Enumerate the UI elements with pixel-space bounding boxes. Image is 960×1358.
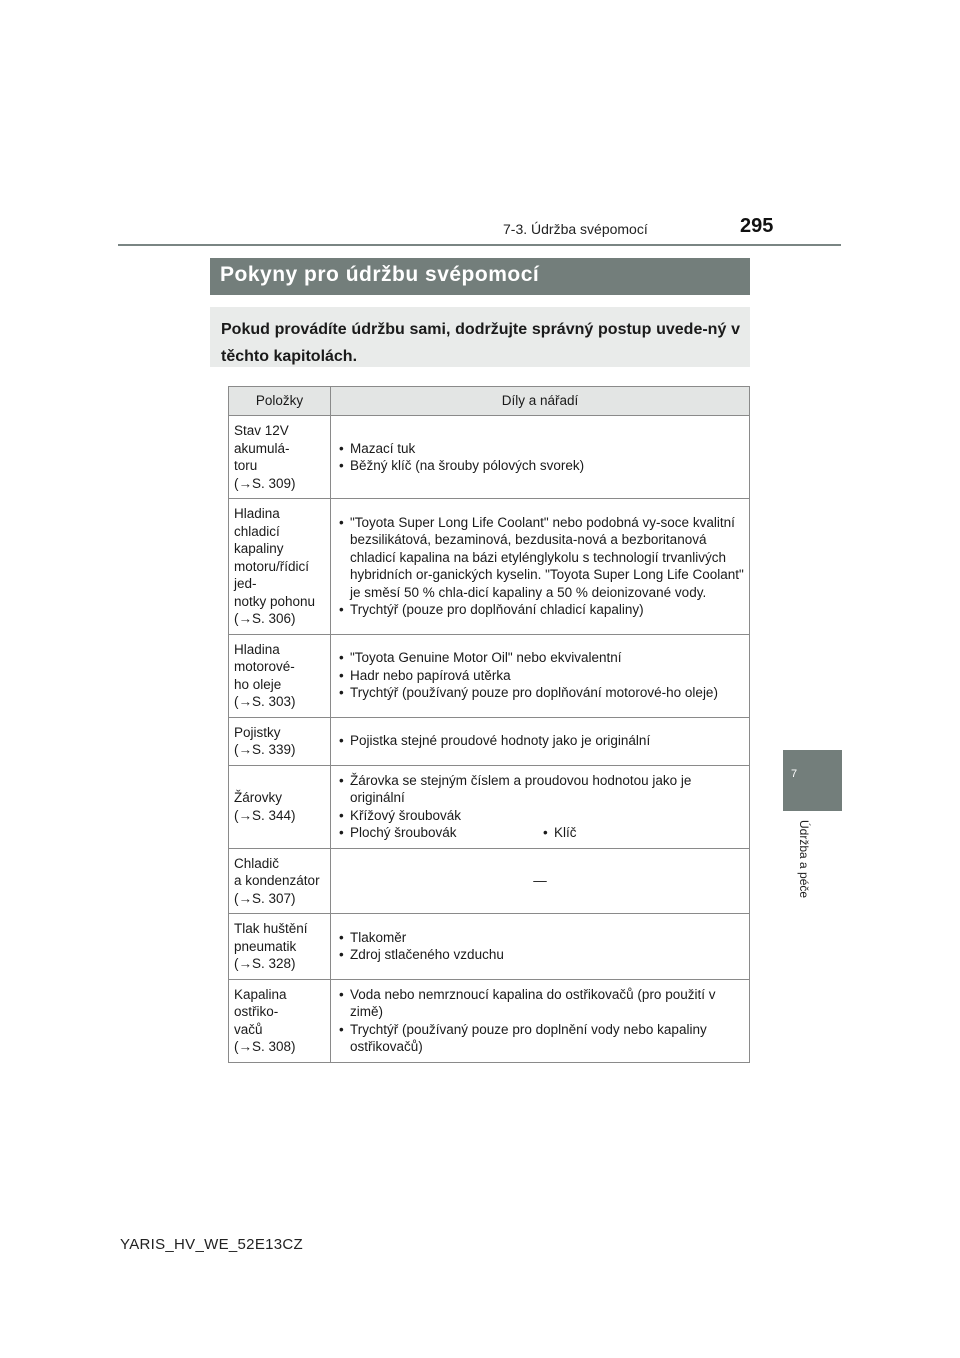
page-number: 295 (740, 215, 774, 237)
item-cell (229, 979, 331, 1062)
list-item: • Běžný klíč (na šrouby pólových svorek) (336, 457, 744, 475)
list-item: • "Toyota Genuine Motor Oil" nebo ekvivalentní (336, 649, 744, 667)
table-row (229, 499, 750, 635)
table-row (229, 717, 750, 765)
list-item: • Zdroj stlačeného vzduchu (336, 946, 744, 964)
item-line: Chladič (234, 855, 280, 871)
item-line: toru (234, 458, 258, 473)
parts-table (228, 386, 750, 1063)
item-line: Hladina chladicí (234, 506, 280, 539)
header-rule (118, 244, 841, 246)
item-line: Pojistky (234, 724, 281, 740)
page-reference: (→S. 344) (234, 807, 296, 823)
page-reference: (→S. 308) (234, 1039, 296, 1054)
page-reference: (→S. 306) (234, 611, 296, 626)
item-line: pneumatik (234, 938, 297, 954)
parts-cell (331, 634, 750, 717)
page-reference: (→S. 303) (234, 694, 296, 709)
item-cell (229, 416, 331, 499)
item-line: ho oleje (234, 676, 282, 692)
page-reference: (→S. 307) (234, 890, 296, 906)
list-item: • Trychtýř (používaný pouze pro doplnění vody nebo kapaliny ostřikovačů) (336, 1021, 744, 1056)
document-code: YARIS_HV_WE_52E13CZ (120, 1236, 303, 1253)
parts-cell-empty: — (331, 848, 750, 914)
list-item: • Klíč (540, 824, 744, 842)
column-header-parts: Díly a nářadí (331, 387, 750, 416)
item-cell (229, 765, 331, 848)
intro-box (210, 307, 750, 367)
page-title: Pokyny pro údržbu svépomocí (220, 263, 540, 286)
list-item: • Křížový šroubovák (336, 807, 744, 825)
item-line: kapaliny (234, 541, 284, 556)
table-row (229, 914, 750, 980)
item-cell (229, 848, 331, 914)
parts-cell (331, 717, 750, 765)
chapter-title: Údržba a péče (797, 820, 811, 899)
list-item: • Tlakoměr (336, 929, 744, 947)
item-line: Žárovky (234, 790, 283, 805)
table-header-row (229, 387, 750, 416)
chapter-title-vertical (797, 820, 817, 920)
parts-cell (331, 979, 750, 1062)
item-line: Kapalina ostřiko- (234, 986, 287, 1019)
table-row (229, 979, 750, 1062)
list-item: • Voda nebo nemrznoucí kapalina do ostřikovačů (pro použití v zimě) (336, 986, 744, 1021)
list-item: • Žárovka se stejným číslem a proudovou hodnotou jako je originální (336, 772, 744, 807)
item-line: Stav 12V akumulá- (234, 423, 290, 456)
list-item: • Mazací tuk (336, 440, 744, 458)
list-item: • Trychtýř (používaný pouze pro doplňování motorové-ho oleje) (336, 684, 744, 702)
item-cell (229, 634, 331, 717)
item-cell (229, 914, 331, 980)
list-item: • Plochý šroubovák (336, 824, 540, 842)
intro-text: Pokud provádíte údržbu sami, dodržujte správný postup uvede-ný v těchto kapitolách. (221, 321, 740, 365)
title-bar (210, 258, 750, 295)
item-cell (229, 499, 331, 635)
column-header-items: Položky (229, 387, 331, 416)
table-row (229, 634, 750, 717)
parts-cell (331, 416, 750, 499)
page-reference: (→S. 339) (234, 742, 296, 757)
list-item: • Trychtýř (pouze pro doplňování chladicí kapaliny) (336, 601, 744, 619)
parts-cell (331, 914, 750, 980)
list-item: • Hadr nebo papírová utěrka (336, 667, 744, 685)
list-item: • Pojistka stejné proudové hodnoty jako je originální (336, 732, 744, 750)
chapter-tab (783, 750, 842, 811)
table-row (229, 848, 750, 914)
item-line: Tlak huštění (234, 921, 308, 936)
parts-cell (331, 765, 750, 848)
chapter-number: 7 (790, 768, 798, 780)
table-row (229, 765, 750, 848)
item-line: a kondenzátor (234, 873, 320, 888)
item-line: vačů (234, 1021, 263, 1037)
list-item: • "Toyota Super Long Life Coolant" nebo podobná vy-soce kvalitní bezsilikátová, bezaminová, bezdusita-nová a bezboritanová chladicí kapalina na bázi etylénglykolu s technologií trvanlivých hybridních or-ganických kyselin. "Toyota Super Long Life Coolant" je směsí 50 % chla-dicí kapaliny a 50 % deionizované vody. (336, 514, 744, 602)
item-cell (229, 717, 331, 765)
page-reference: (→S. 328) (234, 956, 296, 971)
page-reference: (→S. 309) (234, 475, 296, 491)
section-header: 7-3. Údržba svépomocí (503, 221, 648, 237)
item-line: notky pohonu (234, 593, 316, 609)
item-line: motoru/řídicí jed- (234, 558, 310, 591)
table-row (229, 416, 750, 499)
item-line: Hladina motorové- (234, 641, 295, 674)
parts-cell (331, 499, 750, 635)
